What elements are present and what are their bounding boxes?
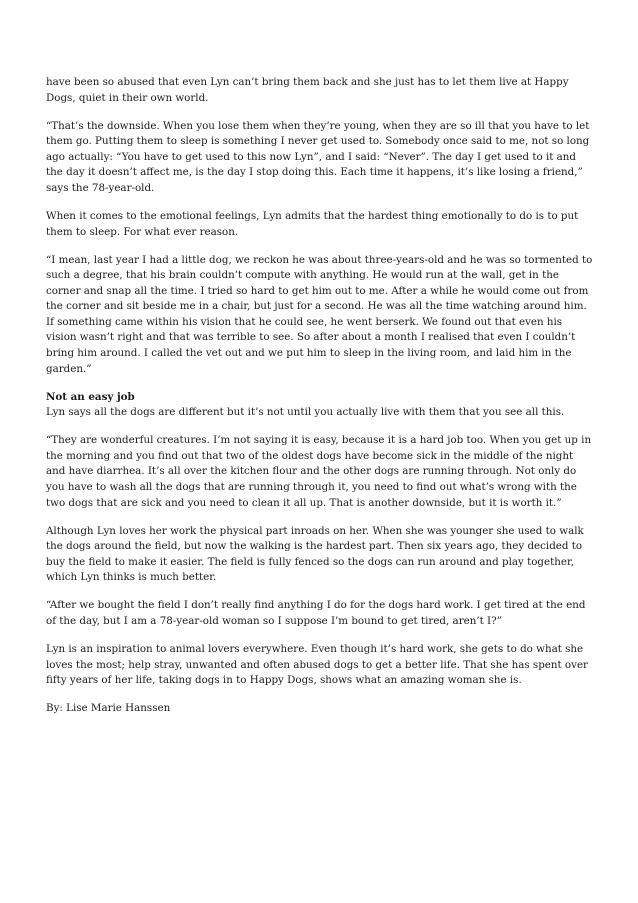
- article-page: [46, 75, 594, 729]
- paragraph-bought-field-quote: “After we bought the field I don’t really find anything I do for the dogs hard work. I get tired at the end of the day, but I am a 78-year-old woman so I suppose I’m bound to get tired, aren’t I?”: [46, 599, 586, 627]
- paragraph-little-dog-quote: “I mean, last year I had a little dog, we reckon he was about three-years-old and he was so tormented to such a degree, that his brain couldn’t compute with anything. He would run at the wall, get in the corner and snap all the time. I tried so hard to get him out to me. After a while he would come out from the corner and sit beside me in a chair, but just for a second. He was all the time watching around him. If something came within his vision that he could see, he went berserk. We found out that even his vision wasn’t right and that was terrible to see. So after about a month I realised that even I couldn’t bring him around. I called the vet out and we put him to sleep in the living room, and laid him in the garden.”: [46, 253, 593, 375]
- byline: By: Lise Marie Hanssen: [46, 702, 171, 715]
- section-not-an-easy-job: [46, 390, 594, 421]
- paragraph-emotional-feelings: When it comes to the emotional feelings, Lyn admits that the hardest thing emotionally to do is to put them to sleep. For what ever reason.: [46, 209, 579, 238]
- paragraph-wonderful-creatures-quote: “They are wonderful creatures. I’m not saying it is easy, because it is a hard job too. When you get up in the morning and you find out that two of the oldest dogs have become sick in the middle of the night and have diarrhea. It’s all over the kitchen flour and the other dogs are running through. Not only do you have to wash all the dogs that are running through it, you need to find out what’s wrong with the two dogs that are sick and you need to clean it all up. That is another downside, but it is worth it.”: [46, 434, 592, 509]
- paragraph-dogs-different: Lyn says all the dogs are different but it’s not until you actually live with them that you see all this.: [46, 406, 565, 419]
- section-heading: Not an easy job: [46, 390, 135, 403]
- paragraph-abused-dogs: have been so abused that even Lyn can’t bring them back and she just has to let them live at Happy Dogs, quiet in their own world.: [46, 76, 569, 104]
- paragraph-downside-quote: “That’s the downside. When you lose them when they’re young, when they are so ill that you have to let them go. Putting them to sleep is something I never get used to. Somebody once said to me, not so long ago actually: “You have to get used to this now Lyn”, and I said: “Never”. The day I get used to it and the day it doesn’t affect me, is the day I stop doing this. Each time it happens, it’s like losing a friend,” says the 78-year-old.: [46, 119, 590, 194]
- paragraph-inspiration: Lyn is an inspiration to animal lovers everywhere. Even though it’s hard work, she gets to do what she loves the most; help stray, unwanted and often abused dogs to get a better life. That she has spent over fifty years of her life, taking dogs in to Happy Dogs, shows what an amazing woman she is.: [46, 642, 588, 687]
- paragraph-physical-part: Although Lyn loves her work the physical part inroads on her. When she was younger she used to walk the dogs around the field, but now the walking is the hardest part. Then six years ago, they decided to buy the field to make it easier. The field is fully fenced so the dogs can run around and play together, which Lyn thinks is much better.: [46, 524, 584, 584]
